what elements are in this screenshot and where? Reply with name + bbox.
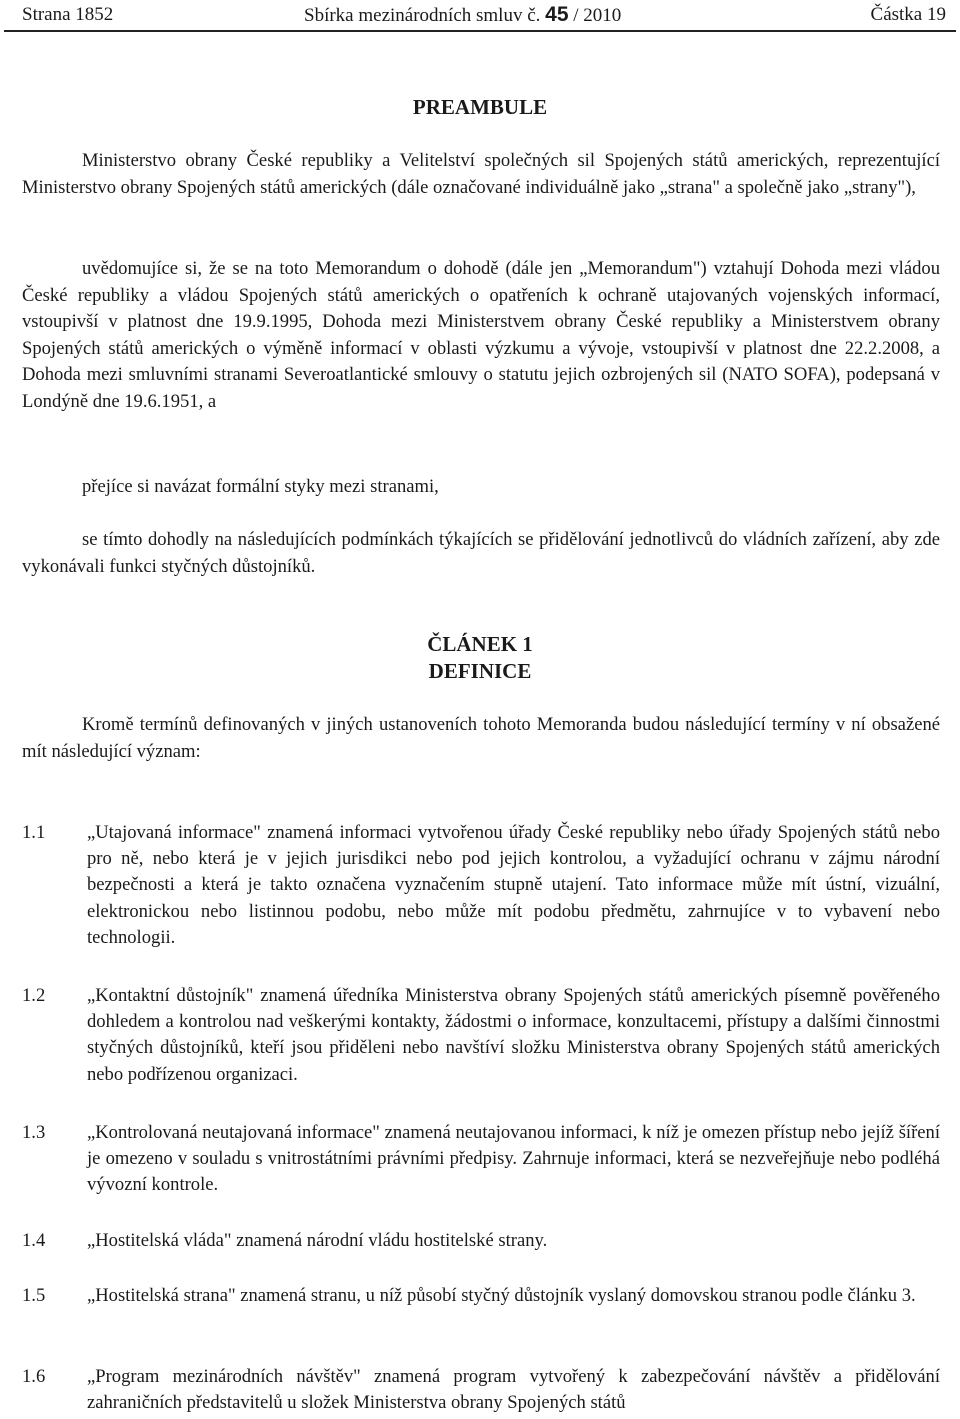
article-1-title: DEFINICE <box>428 659 532 683</box>
collection-title <box>304 2 621 29</box>
article-1-number: ČLÁNEK 1 <box>427 632 533 656</box>
definition-number: 1.3 <box>22 1122 46 1143</box>
definition-item <box>22 1364 940 1416</box>
preamble-paragraph-3: přejíce si navázat formální styky mezi stranami, <box>82 476 439 497</box>
preamble-paragraph-4: se tímto dohodly na následujících podmínkách týkajících se přidělování jednotlivců do vládních zařízení, aby zde vykonávali funkci styčných důstojníků. <box>22 529 940 577</box>
definition-item <box>22 1120 940 1199</box>
definition-number: 1.4 <box>22 1230 46 1251</box>
definition-item <box>22 1283 940 1309</box>
preamble-paragraph-2: uvědomujíce si, že se na toto Memorandum o dohodě (dále jen „Memorandum") vztahují Dohoda mezi vládou České republiky a vládou Spojených států amerických o opatřeních k ochraně utajovaných vojenských informací, vstoupivší v platnost dne 19.9.1995, Dohoda mezi Ministerstvem obrany České republiky a Ministerstvem obrany Spojených států amerických o výměně informací v oblasti výzkumu a vývoje, vstoupivší v platnost dne 22.2.2008, a Dohoda mezi smluvními stranami Severoatlantické smlouvy o statutu jejich ozbrojených sil (NATO SOFA), podepsaná v Londýně dne 19.6.1951, a <box>22 258 940 412</box>
issue-year: / 2010 <box>573 5 622 26</box>
definition-number: 1.1 <box>22 822 46 843</box>
page-number: Strana 1852 <box>22 4 114 25</box>
definition-text: „Hostitelská strana" znamená stranu, u níž působí styčný důstojník vyslaný domovskou stranou podle článku 3. <box>87 1285 916 1306</box>
part-number: Částka 19 <box>870 4 946 25</box>
definition-item <box>22 983 940 1088</box>
definition-number: 1.2 <box>22 985 46 1006</box>
definition-item <box>22 1228 940 1254</box>
definition-text: „Kontrolovaná neutajovaná informace" znamená neutajovanou informaci, k níž je omezen přístup nebo jejíž šíření je omezeno v souladu s vnitrostátními právními předpisy. Zahrnuje informaci, která se nezveřejňuje nebo podléhá vývozní kontrole. <box>87 1122 940 1196</box>
page-header <box>22 2 946 28</box>
definition-item <box>22 820 940 951</box>
definition-text: „Hostitelská vláda" znamená národní vládu hostitelské strany. <box>87 1230 548 1251</box>
preamble-title: PREAMBULE <box>412 95 548 119</box>
definition-number: 1.6 <box>22 1366 46 1387</box>
article-1-intro: Kromě termínů definovaných v jiných ustanoveních tohoto Memoranda budou následující termíny v ní obsažené mít následující význam: <box>22 714 940 762</box>
definition-number: 1.5 <box>22 1285 46 1306</box>
definition-text: „Utajovaná informace" znamená informaci vytvořenou úřady České republiky nebo úřady Spojených států nebo pro ně, nebo která je v jejich jurisdikci nebo pod jejich kontrolou, a vyžadující ochranu v zájmu národní bezpečnosti a která je takto označena vyznačením stupně utajení. Tato informace může mít ústní, vizuální, elektronickou nebo listinnou podobu, nebo může mít podobu předmětu, zahrnujíce v to vybavení nebo technologii. <box>87 822 940 948</box>
collection-name: Sbírka mezinárodních smluv č. <box>304 5 541 26</box>
issue-number: 45 <box>545 3 569 26</box>
header-divider <box>4 30 956 32</box>
preamble-paragraph-1: Ministerstvo obrany České republiky a Velitelství společných sil Spojených států amerických, reprezentující Ministerstvo obrany Spojených států amerických (dále označované individuálně jako „strana" a společně jako „strany"), <box>22 150 940 198</box>
definition-text: „Kontaktní důstojník" znamená úředníka Ministerstva obrany Spojených států amerických písemně pověřeného dohledem a kontrolou nad veškerými kontakty, žádostmi o informace, konzultacemi, přístupy a dalšími činnostmi styčných důstojníků, kteří jsou přiděleni nebo navštíví složku Ministerstva obrany Spojených států amerických nebo podřízenou organizaci. <box>87 985 940 1085</box>
definition-text: „Program mezinárodních návštěv" znamená program vytvořený k zabezpečování návštěv a přidělování zahraničních představitelů u složek Ministerstva obrany Spojených států <box>87 1366 940 1414</box>
